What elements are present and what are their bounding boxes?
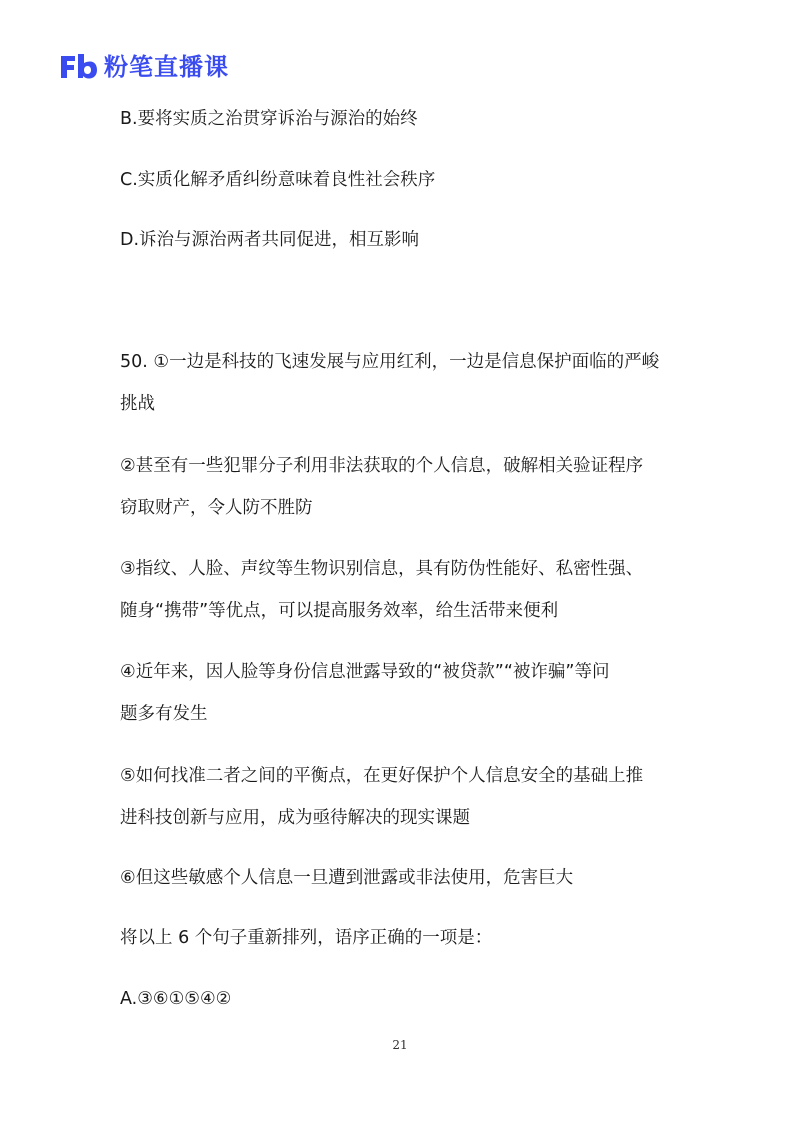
sentence-2-line-2: 窃取财产，令人防不胜防 [120,498,313,518]
brand-header [58,50,229,84]
sentence-6-line-1: ⑥但这些敏感个人信息一旦遭到泄露或非法使用，危害巨大 [120,868,574,888]
option-b-prev: B.要将实质之治贯穿诉治与源治的始终 [120,109,418,129]
sentence-5-line-1: ⑤如何找准二者之间的平衡点，在更好保护个人信息安全的基础上推 [120,766,644,786]
sentence-4-line-2: 题多有发生 [120,704,208,724]
brand-name: 粉笔直播课 [104,53,229,81]
sentence-5-line-2: 进科技创新与应用，成为亟待解决的现实课题 [120,808,470,828]
sentence-3-line-1: ③指纹、人脸、声纹等生物识别信息，具有防伪性能好、私密性强、 [120,559,644,579]
sentence-1-line-2: 挑战 [120,394,155,414]
sentence-3-line-2: 随身“携带”等优点，可以提高服务效率，给生活带来便利 [120,601,559,621]
option-a: A.③⑥①⑤④② [120,989,232,1009]
page-number: 21 [392,1038,408,1052]
sentence-2-line-1: ②甚至有一些犯罪分子利用非法获取的个人信息，破解相关验证程序 [120,456,644,476]
fenbi-logo-icon [58,52,98,82]
question-prompt: 将以上 6 个句子重新排列，语序正确的一项是： [120,928,493,948]
option-c-prev: C.实质化解矛盾纠纷意味着良性社会秩序 [120,170,436,190]
option-d-prev: D.诉治与源治两者共同促进，相互影响 [120,230,420,250]
sentence-4-line-1: ④近年来，因人脸等身份信息泄露导致的“被贷款”“被诈骗”等问 [120,662,610,682]
sentence-1-line-1: 50. ①一边是科技的飞速发展与应用红利，一边是信息保护面临的严峻 [120,352,660,372]
